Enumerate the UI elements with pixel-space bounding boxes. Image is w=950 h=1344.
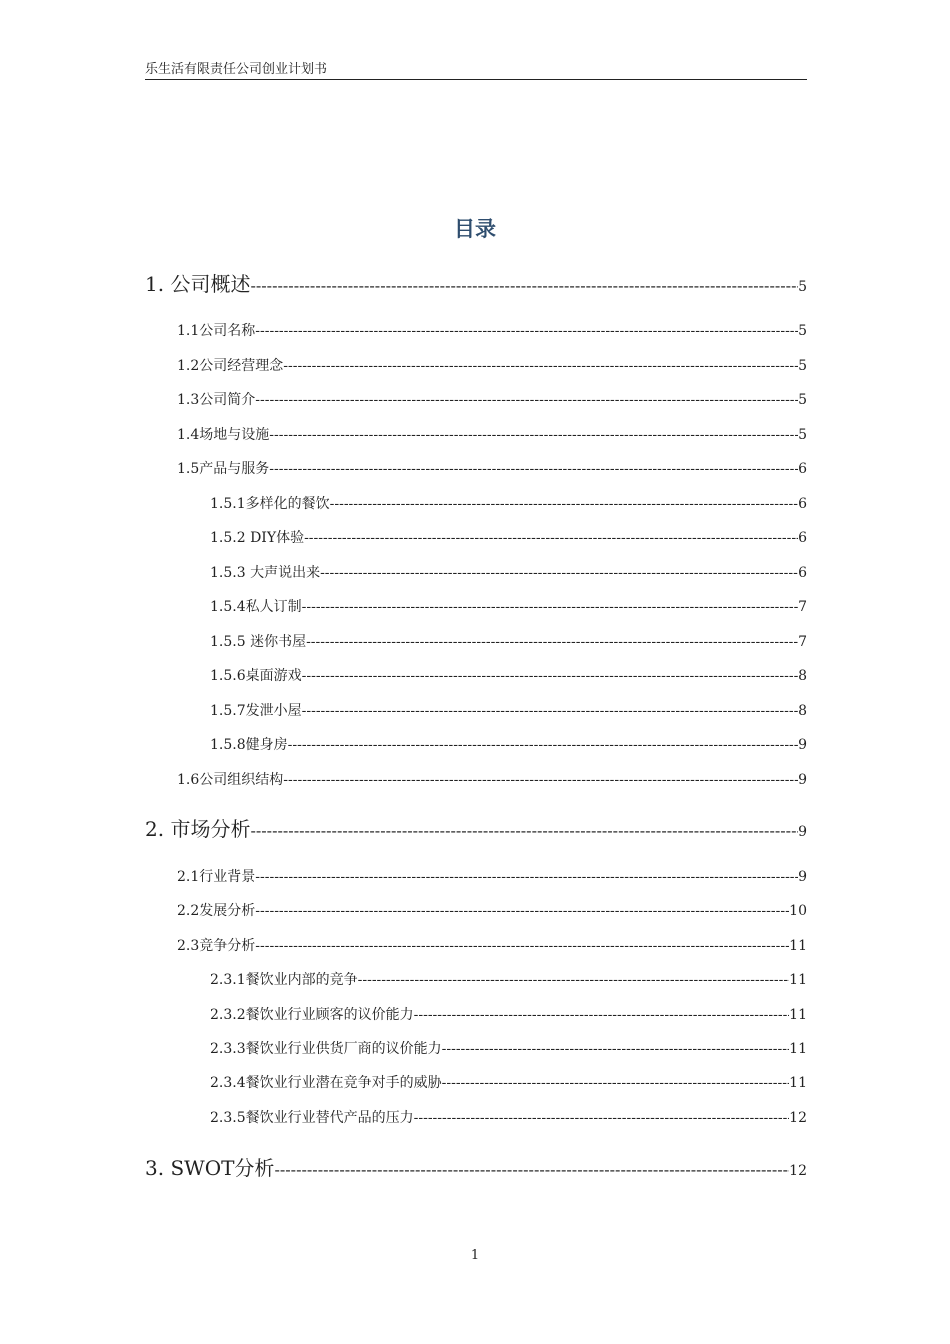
toc-entry[interactable] bbox=[177, 355, 807, 375]
toc-entry-page: 11 bbox=[789, 972, 807, 988]
toc-leader bbox=[274, 1160, 789, 1179]
toc-leader bbox=[288, 737, 798, 753]
toc-entry-label: 1.5.3 大声说出来 bbox=[210, 565, 321, 581]
toc-entry-label: 1. 公司概述 bbox=[145, 272, 251, 296]
toc-entry-page: 5 bbox=[798, 392, 807, 408]
toc-entry[interactable] bbox=[177, 900, 807, 920]
toc-entry-label: 2.3竞争分析 bbox=[177, 938, 256, 954]
toc-entry[interactable] bbox=[210, 596, 807, 616]
toc-leader bbox=[302, 703, 798, 719]
toc-entry-page: 8 bbox=[798, 668, 807, 684]
toc-entry-label: 3. SWOT分析 bbox=[145, 1156, 275, 1180]
toc-leader bbox=[304, 530, 798, 546]
toc-entry-page: 9 bbox=[798, 869, 807, 885]
toc-entry-page: 11 bbox=[789, 1075, 807, 1091]
toc-entry-label: 2.2发展分析 bbox=[177, 903, 256, 919]
toc-entry-label: 1.6公司组织结构 bbox=[177, 772, 284, 788]
toc-entry-label: 2. 市场分析 bbox=[145, 817, 251, 841]
toc-entry[interactable] bbox=[210, 700, 807, 720]
toc-leader bbox=[414, 1110, 790, 1126]
toc-entry-label: 2.1行业背景 bbox=[177, 869, 256, 885]
toc-entry[interactable] bbox=[145, 268, 807, 297]
toc-entry[interactable] bbox=[210, 665, 807, 685]
toc-leader bbox=[442, 1041, 790, 1057]
toc-entry[interactable] bbox=[210, 734, 807, 754]
toc-entry[interactable] bbox=[210, 1072, 807, 1092]
toc-entry-label: 1.5.6桌面游戏 bbox=[210, 668, 302, 684]
toc-leader bbox=[302, 668, 798, 684]
toc-entry[interactable] bbox=[145, 813, 807, 842]
toc-leader bbox=[255, 869, 798, 885]
toc-leader bbox=[306, 634, 798, 650]
toc-entry[interactable] bbox=[210, 969, 807, 989]
toc-leader bbox=[330, 496, 798, 512]
toc-entry-page: 5 bbox=[798, 358, 807, 374]
toc-entry-page: 11 bbox=[789, 1041, 807, 1057]
toc-entry-page: 11 bbox=[789, 938, 807, 954]
toc-leader bbox=[269, 427, 798, 443]
toc-entry[interactable] bbox=[210, 1004, 807, 1024]
toc-entry-page: 6 bbox=[798, 496, 807, 512]
toc-entry-page: 11 bbox=[789, 1007, 807, 1023]
toc-leader bbox=[250, 821, 798, 840]
toc-leader bbox=[250, 276, 798, 295]
toc-leader bbox=[358, 972, 790, 988]
toc-leader bbox=[255, 903, 789, 919]
toc-entry-page: 5 bbox=[798, 323, 807, 339]
toc-entry[interactable] bbox=[210, 631, 807, 651]
page-number: 1 bbox=[470, 1248, 480, 1263]
toc-entry[interactable] bbox=[177, 866, 807, 886]
toc-entry-page: 5 bbox=[798, 279, 807, 295]
running-header: 乐生活有限责任公司创业计划书 bbox=[145, 62, 807, 80]
toc-leader bbox=[255, 938, 789, 954]
toc-entry[interactable] bbox=[177, 935, 807, 955]
toc-entry[interactable] bbox=[210, 493, 807, 513]
toc-entry-label: 1.5.5 迷你书屋 bbox=[210, 634, 307, 650]
toc-leader bbox=[302, 599, 798, 615]
toc-entry-label: 1.5.4私人订制 bbox=[210, 599, 302, 615]
toc-entry-label: 2.3.4餐饮业行业潜在竞争对手的威胁 bbox=[210, 1075, 442, 1091]
toc-entry-label: 1.3公司简介 bbox=[177, 392, 256, 408]
toc-entry-label: 1.1公司名称 bbox=[177, 323, 256, 339]
toc-entry-page: 6 bbox=[798, 530, 807, 546]
toc-entry-page: 12 bbox=[789, 1163, 807, 1179]
toc-entry-page: 9 bbox=[798, 737, 807, 753]
toc-leader bbox=[320, 565, 798, 581]
toc-entry-page: 12 bbox=[789, 1110, 807, 1126]
toc-entry[interactable] bbox=[210, 1107, 807, 1127]
toc-entry[interactable] bbox=[177, 458, 807, 478]
toc-leader bbox=[255, 392, 798, 408]
toc-entry[interactable] bbox=[210, 1038, 807, 1058]
toc-entry-page: 9 bbox=[798, 824, 807, 840]
toc-entry-label: 2.3.2餐饮业行业顾客的议价能力 bbox=[210, 1007, 414, 1023]
toc-entry-page: 9 bbox=[798, 772, 807, 788]
toc-entry-page: 6 bbox=[798, 565, 807, 581]
toc-entry-label: 1.2公司经营理念 bbox=[177, 358, 284, 374]
toc-entry[interactable] bbox=[177, 389, 807, 409]
toc-entry[interactable] bbox=[177, 769, 807, 789]
toc-entry-page: 10 bbox=[789, 903, 807, 919]
toc-entry-page: 5 bbox=[798, 427, 807, 443]
toc-entry-page: 7 bbox=[798, 634, 807, 650]
toc-entry-label: 2.3.1餐饮业内部的竞争 bbox=[210, 972, 358, 988]
toc-leader bbox=[269, 461, 798, 477]
toc-entry[interactable] bbox=[177, 424, 807, 444]
toc-leader bbox=[283, 772, 798, 788]
toc-entry[interactable] bbox=[145, 1152, 807, 1181]
toc-leader bbox=[414, 1007, 790, 1023]
toc-leader bbox=[442, 1075, 790, 1091]
toc-entry-label: 2.3.3餐饮业行业供货厂商的议价能力 bbox=[210, 1041, 442, 1057]
toc-entry-label: 1.5.1多样化的餐饮 bbox=[210, 496, 330, 512]
toc-title: 目录 bbox=[454, 217, 496, 241]
toc-leader bbox=[283, 358, 798, 374]
toc-entry-page: 8 bbox=[798, 703, 807, 719]
toc-leader bbox=[255, 323, 798, 339]
toc-entry-label: 1.5.8健身房 bbox=[210, 737, 288, 753]
toc-entry-label: 1.5产品与服务 bbox=[177, 461, 270, 477]
toc-entry-page: 7 bbox=[798, 599, 807, 615]
toc-entry-label: 1.5.2 DIY体验 bbox=[210, 530, 305, 546]
toc-entry-label: 1.4场地与设施 bbox=[177, 427, 270, 443]
toc-entry-label: 2.3.5餐饮业行业替代产品的压力 bbox=[210, 1110, 414, 1126]
toc-entry-page: 6 bbox=[798, 461, 807, 477]
toc-entry[interactable] bbox=[210, 527, 807, 547]
toc-entry[interactable] bbox=[177, 320, 807, 340]
toc-entry-label: 1.5.7发泄小屋 bbox=[210, 703, 302, 719]
toc-entry[interactable] bbox=[210, 562, 807, 582]
